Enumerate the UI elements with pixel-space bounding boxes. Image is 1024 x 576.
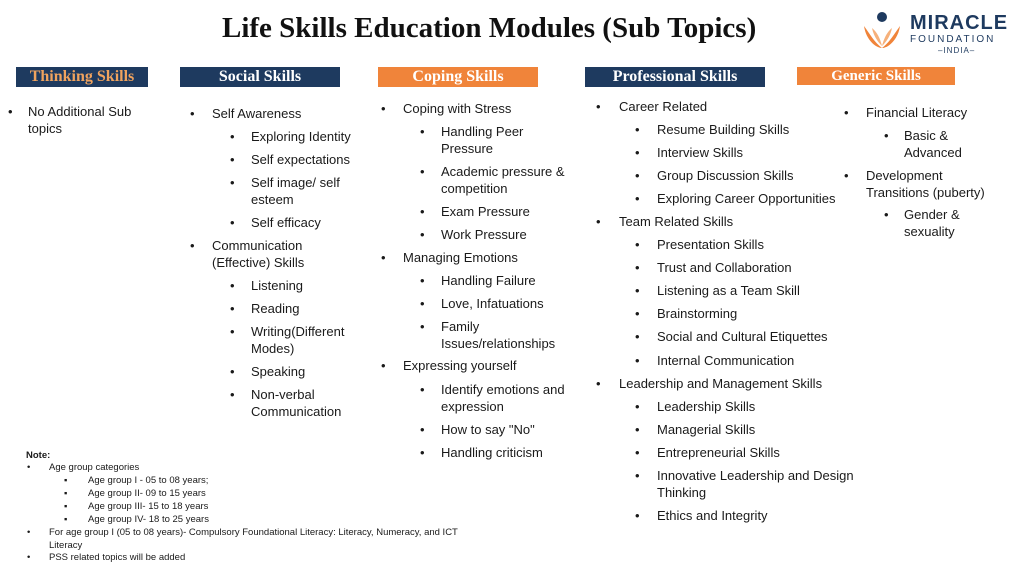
generic-skills-header: Generic Skills — [797, 67, 955, 85]
list-item: Self efficacy — [251, 215, 321, 230]
logo-country: –INDIA– — [938, 46, 976, 55]
bullet: • — [635, 191, 640, 206]
note-item: Age group III- 15 to 18 years — [88, 501, 209, 512]
bullet: • — [8, 104, 13, 119]
list-item: Interview Skills — [657, 145, 743, 160]
bullet: • — [635, 445, 640, 460]
bullet: • — [230, 129, 235, 144]
social-skills-header: Social Skills — [180, 67, 340, 87]
bullet: • — [635, 168, 640, 183]
bullet: • — [596, 99, 601, 114]
bullet: ▪ — [64, 488, 68, 499]
bullet: • — [420, 296, 425, 311]
list-item: Trust and Collaboration — [657, 260, 792, 275]
bullet: • — [420, 164, 425, 179]
note-item: Age group IV- 18 to 25 years — [88, 514, 209, 525]
bullet: • — [635, 306, 640, 321]
bullet: • — [420, 124, 425, 139]
bullet: • — [635, 353, 640, 368]
list-item: Group Discussion Skills — [657, 168, 794, 183]
list-item: How to say "No" — [441, 422, 535, 437]
list-item: Self expectations — [251, 152, 351, 167]
note-item: PSS related topics will be added — [49, 552, 186, 563]
note-item: For age group I (05 to 08 years)- Compulsory Foundational Literacy: Literacy, Numeracy, and ICT Literacy — [49, 527, 458, 551]
list-item: Handling Failure — [441, 273, 536, 288]
list-item: Basic & Advanced — [904, 128, 962, 160]
bullet: • — [420, 319, 425, 334]
list-item: Handling Peer Pressure — [441, 124, 524, 156]
list-item: Managerial Skills — [657, 422, 756, 437]
bullet: • — [230, 364, 235, 379]
list-item: Exploring Identity — [251, 129, 351, 144]
bullet: • — [230, 215, 235, 230]
bullet: • — [596, 214, 601, 229]
list-item: Non-verbal Communication — [251, 387, 342, 419]
bullet: • — [635, 122, 640, 137]
bullet: ▪ — [64, 475, 68, 486]
bullet: • — [884, 128, 889, 143]
list-item: Speaking — [251, 364, 306, 379]
bullet: • — [381, 358, 386, 373]
bullet: ▪ — [64, 501, 68, 512]
list-item: Handling criticism — [441, 445, 543, 460]
bullet: • — [230, 324, 235, 339]
list-item: Reading — [251, 301, 300, 316]
list-item: Family Issues/relationships — [441, 319, 556, 351]
list-item: Writing(Different Modes) — [251, 324, 345, 356]
bullet: • — [844, 168, 849, 183]
list-item: Internal Communication — [657, 353, 795, 368]
list-item: Innovative Leadership and Design Thinking — [657, 468, 854, 500]
list-item: Listening as a Team Skill — [657, 283, 800, 298]
bullet: • — [230, 387, 235, 402]
list-item: Self image/ self esteem — [251, 175, 340, 207]
logo-country-text: INDIA — [943, 46, 970, 55]
list-item: Financial Literacy — [866, 105, 968, 120]
logo-name: MIRACLE — [910, 12, 1009, 34]
bullet: • — [27, 462, 31, 473]
bullet: • — [230, 301, 235, 316]
list-item: Listening — [251, 278, 304, 293]
bullet: • — [635, 145, 640, 160]
bullet: • — [596, 376, 601, 391]
note-item: Age group categories — [49, 462, 140, 473]
bullet: • — [635, 422, 640, 437]
bullet: • — [635, 399, 640, 414]
bullet: • — [420, 273, 425, 288]
bullet: • — [635, 237, 640, 252]
list-item: Leadership and Management Skills — [619, 376, 823, 391]
list-item: Exploring Career Opportunities — [657, 191, 836, 206]
bullet: • — [635, 508, 640, 523]
bullet: • — [420, 227, 425, 242]
bullet: • — [635, 329, 640, 344]
logo-sub: FOUNDATION — [910, 34, 996, 45]
bullet: • — [635, 260, 640, 275]
bullet: • — [420, 204, 425, 219]
bullet: • — [27, 527, 31, 538]
note-title: Note: — [26, 450, 51, 461]
bullet: • — [420, 422, 425, 437]
bullet: • — [230, 278, 235, 293]
list-item: Exam Pressure — [441, 204, 530, 219]
miracle-foundation-logo — [860, 8, 1010, 54]
bullet: • — [420, 445, 425, 460]
list-item: Love, Infatuations — [441, 296, 544, 311]
list-item: Career Related — [619, 99, 708, 114]
bullet: • — [635, 283, 640, 298]
list-item: Self Awareness — [212, 106, 302, 121]
bullet: • — [190, 238, 195, 253]
bullet: • — [381, 101, 386, 116]
bullet: • — [844, 105, 849, 120]
bullet: • — [190, 106, 195, 121]
bullet: ▪ — [64, 514, 68, 525]
coping-skills-header: Coping Skills — [378, 67, 538, 87]
list-item: Identify emotions and expression — [441, 382, 565, 414]
note-item: Age group I - 05 to 08 years; — [88, 475, 209, 486]
bullet: • — [230, 152, 235, 167]
logo-mark-icon — [860, 8, 904, 52]
bullet: • — [27, 552, 31, 563]
list-item: Gender & sexuality — [904, 207, 960, 239]
bullet: • — [884, 207, 889, 222]
list-item: Work Pressure — [441, 227, 527, 242]
thinking-skills-header: Thinking Skills — [16, 67, 148, 87]
bullet: • — [420, 382, 425, 397]
list-item: Academic pressure & competition — [441, 164, 565, 196]
list-item: Managing Emotions — [403, 250, 518, 265]
list-item: Resume Building Skills — [657, 122, 790, 137]
note-item: Age group II- 09 to 15 years — [88, 488, 206, 499]
list-item: Team Related Skills — [619, 214, 734, 229]
list-item: Expressing yourself — [403, 358, 517, 373]
list-item: Coping with Stress — [403, 101, 512, 116]
list-item: Leadership Skills — [657, 399, 756, 414]
page-title: Life Skills Education Modules (Sub Topics) — [222, 12, 757, 44]
bullet: • — [230, 175, 235, 190]
list-item: Entrepreneurial Skills — [657, 445, 780, 460]
professional-skills-header: Professional Skills — [585, 67, 765, 87]
bullet: • — [381, 250, 386, 265]
list-item: No Additional Sub topics — [28, 104, 132, 136]
list-item: Brainstorming — [657, 306, 738, 321]
list-item: Development Transitions (puberty) — [866, 168, 985, 200]
list-item: Communication (Effective) Skills — [212, 238, 305, 270]
list-item: Presentation Skills — [657, 237, 764, 252]
bullet: • — [635, 468, 640, 483]
list-item: Social and Cultural Etiquettes — [657, 329, 828, 344]
list-item: Ethics and Integrity — [657, 508, 768, 523]
